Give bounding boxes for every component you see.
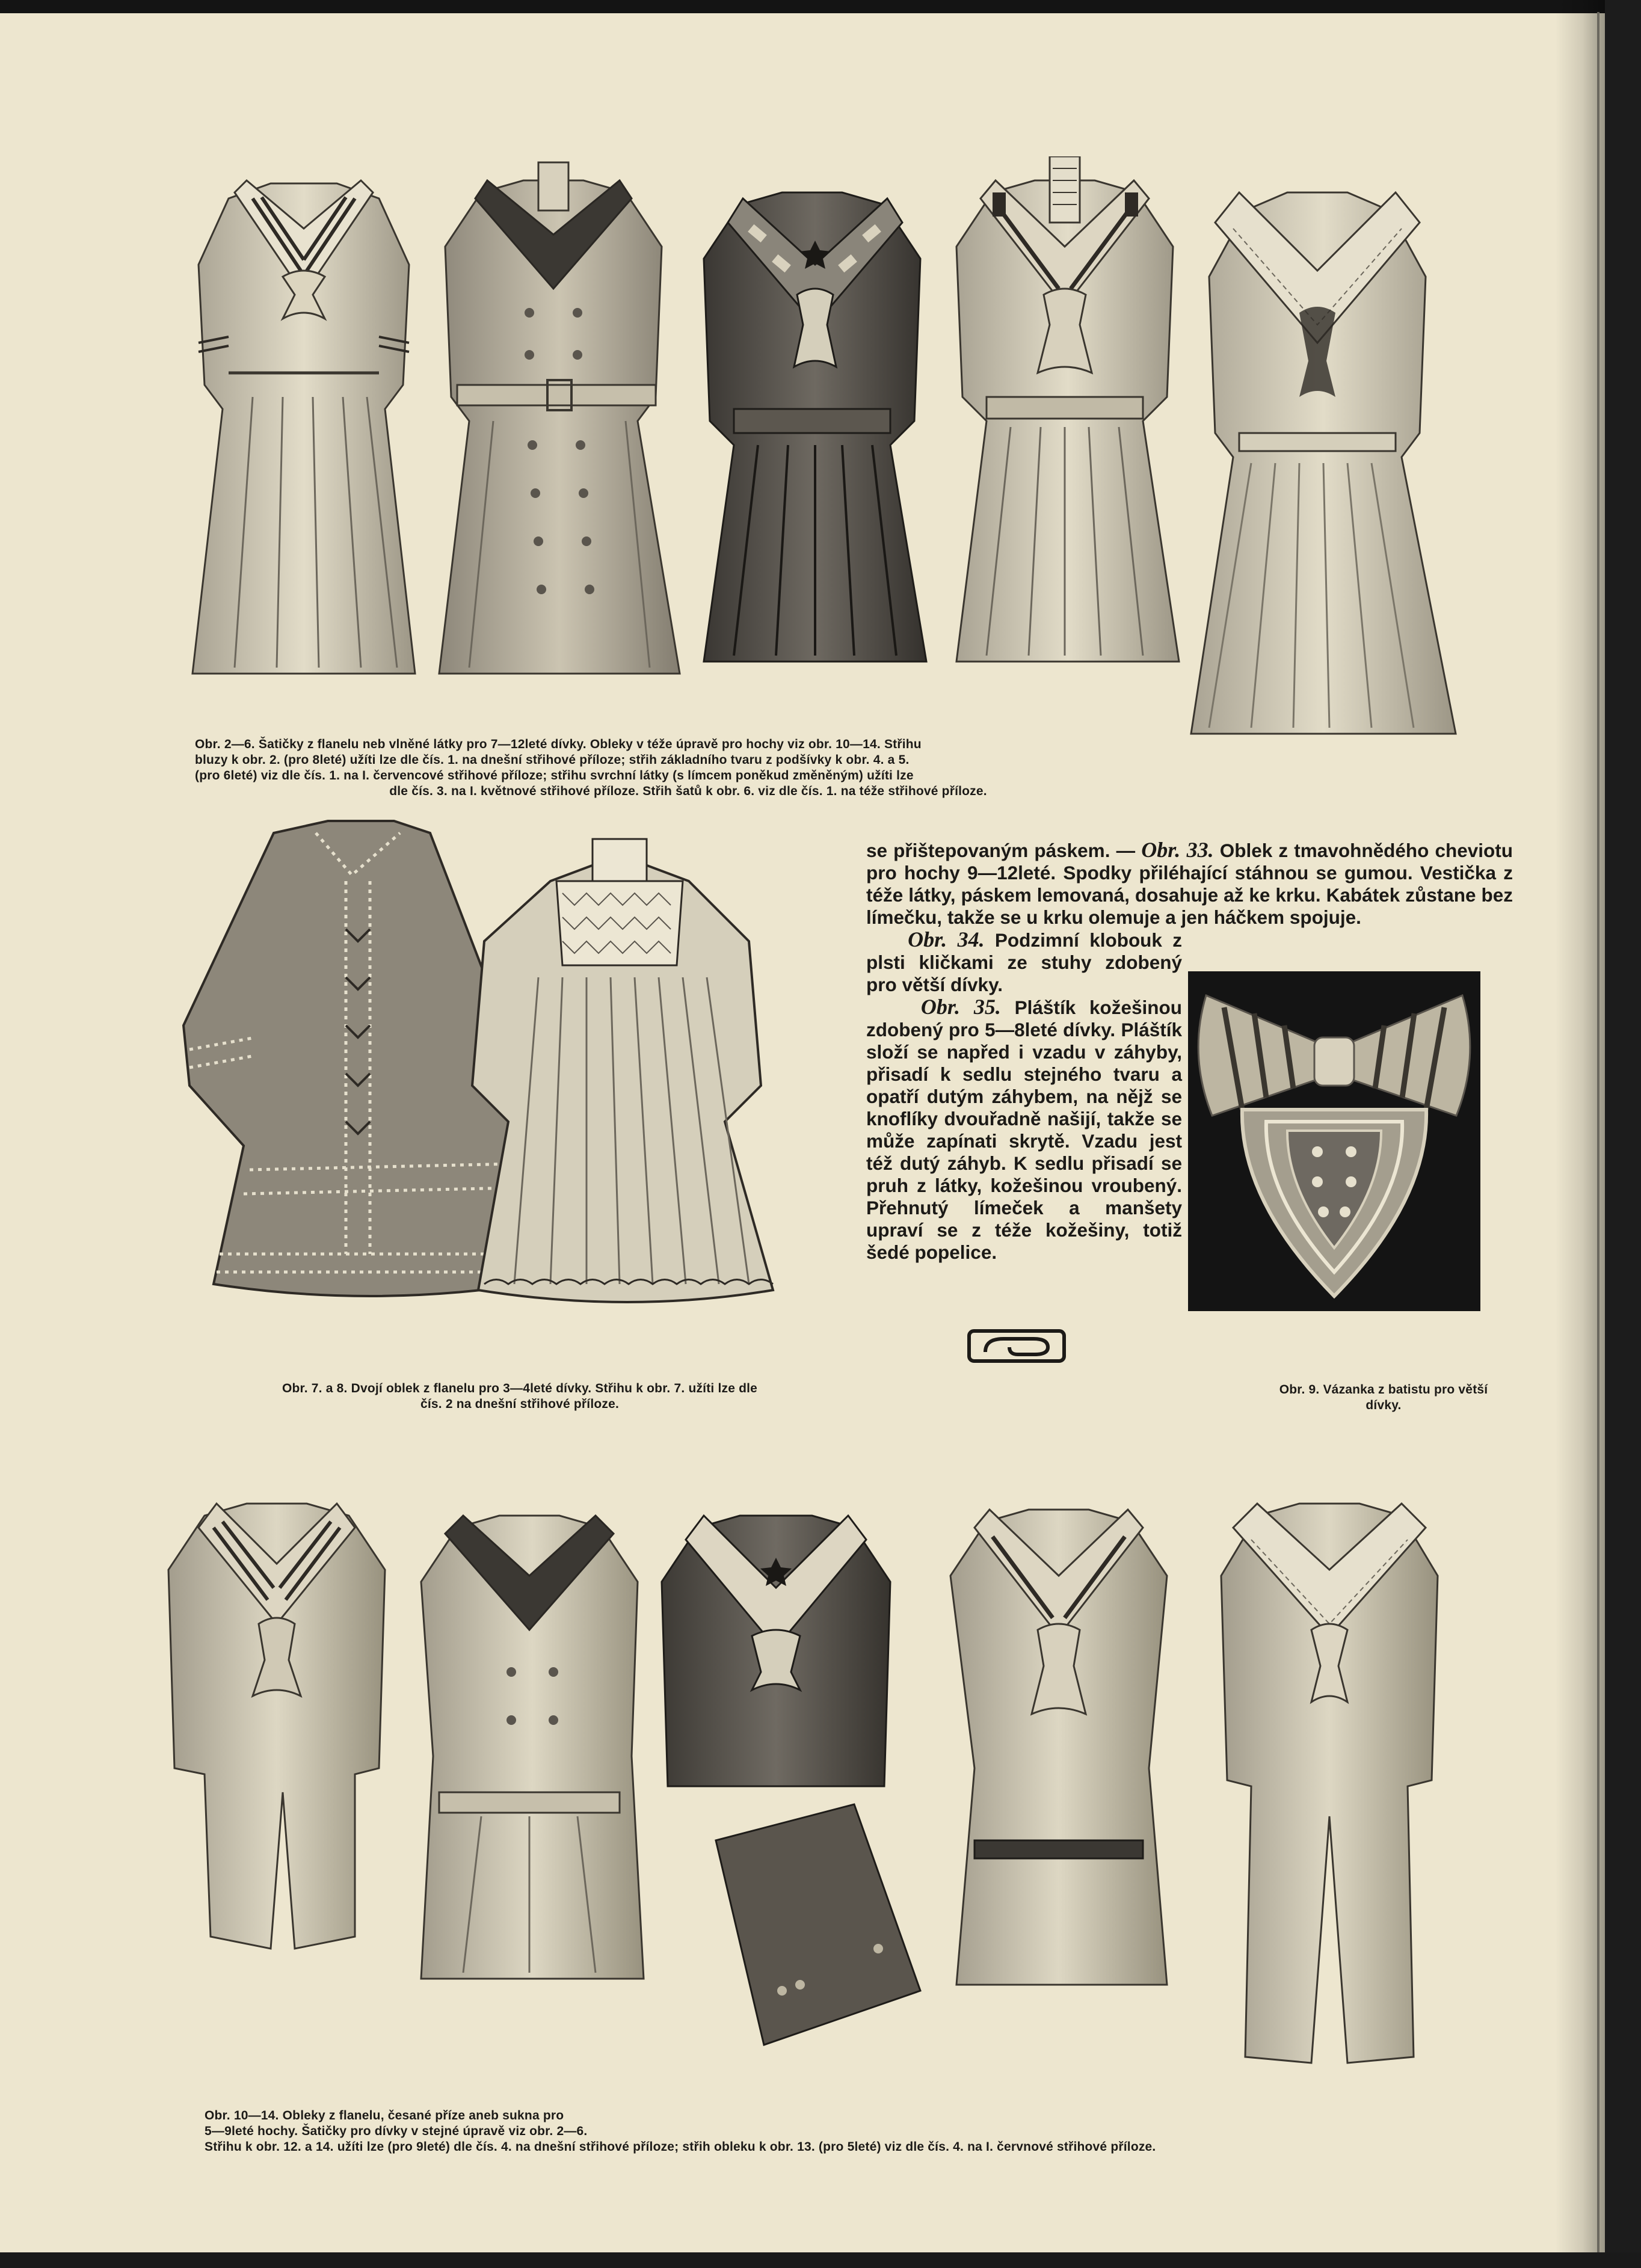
caption-line: dle čís. 3. na I. květnové střihové příloze. Střih šatů k obr. 6. viz dle čís. 1. na téže střihové příloze. — [389, 784, 987, 798]
figure-obr-3 — [439, 162, 680, 674]
figure-obr-8 — [472, 839, 773, 1302]
figure-ref-obr-33: Obr. 33. — [1141, 838, 1214, 862]
figure-obr-10 — [168, 1504, 385, 1949]
caption-line: dívky. — [1365, 1398, 1402, 1412]
figure-obr-13 — [950, 1510, 1167, 1985]
figure-ref-obr-34: Obr. 34. — [908, 927, 985, 951]
caption-obr-7-8 — [195, 1381, 845, 1412]
figures-obr-7-8 — [153, 809, 803, 1326]
figure-obr-2 — [192, 180, 415, 674]
article-obr-35-text: Pláštík kožešinou zdobený pro 5—8leté dívky. Pláštík složí se napřed i vzadu v záhyby, přisadí k sedlu stejného tvaru a opatří dutým záhybem, na nějž se knoflíky dvouřadně našijí, takže se může zapínati skrytě. Vzadu jest též dutý záhyb. K sedlu přisadí se pruh z látky, kožešinou vroubený. Přehnutý límeček a manšety upraví se z téže kožešiny, totiž šedé popelice. — [866, 997, 1182, 1263]
caption-line: Obr. 10—14. Obleky z flanelu, česané příze aneb sukna pro — [205, 2109, 564, 2122]
caption-line: Střihu k obr. 12. a 14. užíti lze (pro 9leté) dle čís. 4. na dnešní střihové příloze; střih obleku k obr. 13. (pro 5leté) viz dle čís. 4. na I. červnové střihové příloze. — [205, 2140, 1156, 2154]
article-intro: se přištepovaným páskem. — — [866, 840, 1136, 861]
scan-right-edge — [1605, 0, 1641, 2268]
figure-obr-5 — [956, 156, 1179, 662]
bow-illustration — [1198, 995, 1470, 1296]
figure-obr-6 — [1191, 192, 1456, 734]
article-paragraph-obr-34 — [866, 929, 1182, 996]
caption-line: bluzy k obr. 2. (pro 8leté) užíti lze dle čís. 1. na dnešní střihové příloze; střih základního tvaru z podšívky k obr. 4. a 5. — [195, 753, 910, 767]
caption-line: Obr. 9. Vázanka z batistu pro větší — [1279, 1383, 1488, 1397]
caption-line: 5—9leté hochy. Šatičky pro dívky v stejné úpravě viz obr. 2—6. — [205, 2124, 588, 2138]
caption-line: (pro 6leté) viz dle čís. 1. na I. červencové střihové příloze; střihu svrchní látky (s límcem poněkud změněným) užíti lze — [195, 769, 914, 782]
decorative-ornament — [967, 1329, 1066, 1363]
figure-obr-12 — [662, 1516, 920, 2045]
figures-girls-dresses — [180, 156, 1504, 758]
figures-boys-suits — [162, 1480, 1498, 2099]
caption-obr-10-14 — [205, 2108, 1516, 2155]
figure-ref-obr-35: Obr. 35. — [920, 995, 1001, 1019]
article-obr-34-text: Podzimní klobouk z plsti kličkami ze stuhy zdobený pro větší dívky. — [866, 929, 1182, 995]
figure-obr-4 — [704, 192, 926, 662]
caption-obr-2-6 — [195, 737, 1181, 799]
scan-bottom-edge — [0, 2252, 1641, 2268]
page-edge — [1597, 12, 1599, 2252]
figure-obr-14 — [1221, 1504, 1438, 2063]
figure-obr-11 — [421, 1516, 644, 1979]
caption-line: čís. 2 na dnešní střihové příloze. — [420, 1397, 620, 1411]
caption-obr-9 — [1215, 1382, 1552, 1413]
article-paragraph-obr-33 — [866, 839, 1513, 929]
figure-obr-9-necktie — [1188, 971, 1480, 1311]
caption-line: Obr. 2—6. Šatičky z flanelu neb vlněné látky pro 7—12leté dívky. Obleky v téže úpravě pro hochy viz obr. 10—14. Střihu — [195, 737, 922, 751]
caption-line: Obr. 7. a 8. Dvojí oblek z flanelu pro 3—4leté dívky. Střihu k obr. 7. užíti lze dle — [282, 1381, 758, 1395]
article-paragraph-obr-35 — [866, 996, 1182, 1264]
scan-top-edge — [0, 0, 1641, 13]
article-obr-33-text: Oblek z tmavohnědého cheviotu pro hochy 9—12leté. Spodky přiléhající stáhnou se gumou. Vestička z téže látky, páskem lemovaná, dosahuje až ke krku. Kabátek zůstane bez límečku, takže se u krku olemuje a jen háčkem spojuje. — [866, 840, 1513, 928]
